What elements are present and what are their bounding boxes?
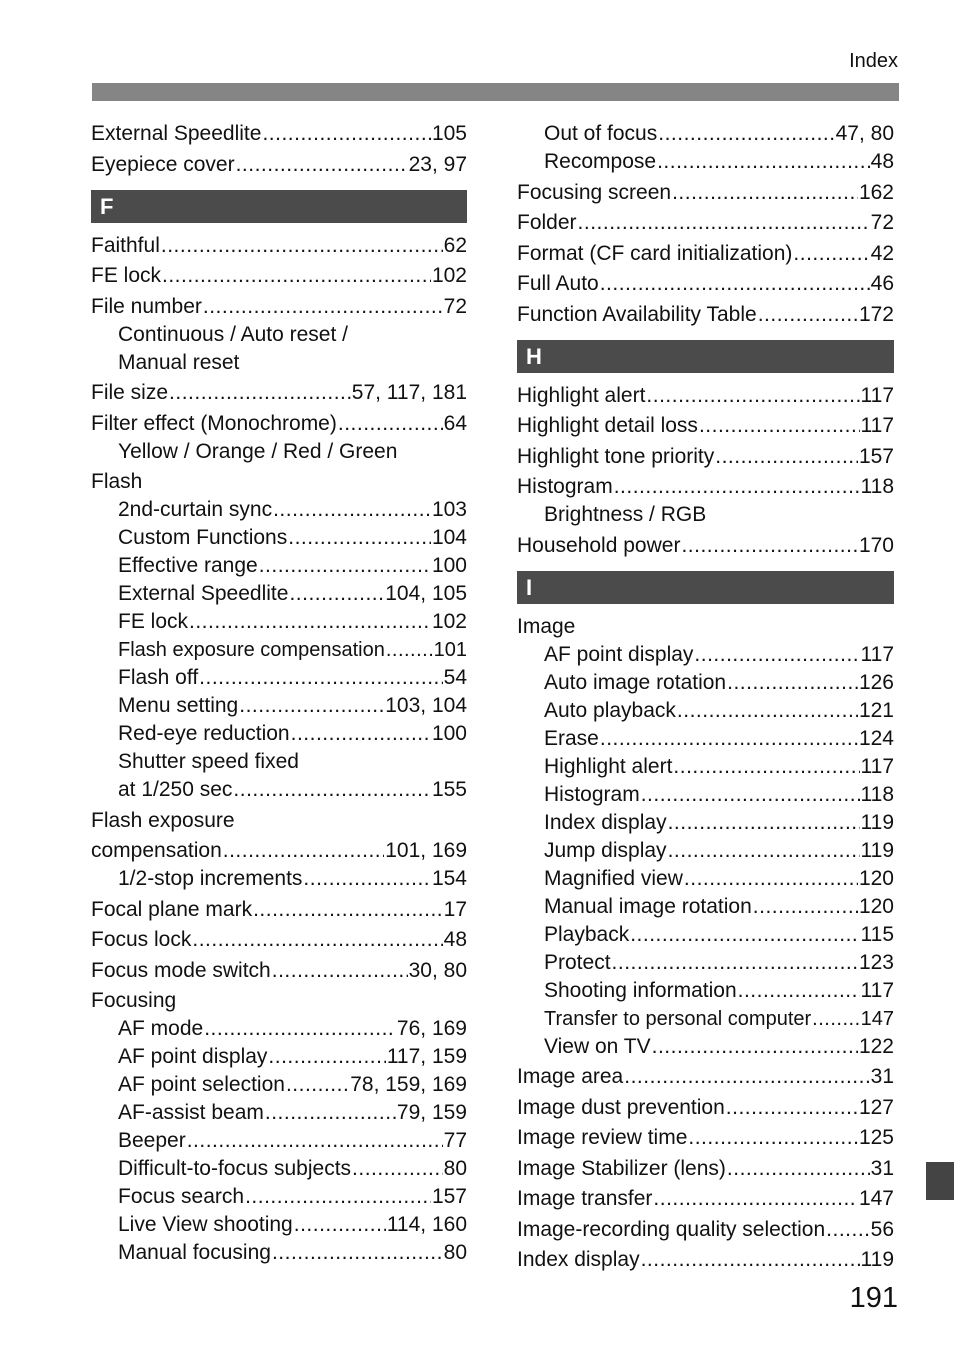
entry-label: Format (CF card initialization) [517, 241, 793, 265]
entry-label: 2nd-curtain sync [118, 498, 273, 521]
page-references: 104, 105 [385, 582, 467, 605]
index-subentry [91, 1099, 467, 1127]
entry-label: Eyepiece cover [91, 152, 235, 176]
page-references: 162 [858, 180, 894, 204]
entry-label: Transfer to personal computer [544, 1007, 812, 1030]
index-entry [517, 532, 894, 560]
index-entry [517, 1124, 894, 1152]
section-heading-i: I [517, 571, 894, 604]
index-subentry [517, 977, 894, 1005]
page-references: 115 [860, 922, 894, 946]
page-references: 114, 160 [386, 1213, 467, 1236]
index-entry [517, 209, 894, 237]
page-references: 157 [858, 444, 894, 468]
entry-label: Histogram [517, 475, 613, 498]
index-subentry [91, 865, 467, 893]
dot-leader [236, 151, 408, 179]
entry-label: FE lock [91, 264, 162, 287]
entry-label: Effective range [118, 554, 258, 577]
index-entry [91, 807, 467, 835]
page-references: 100 [431, 722, 467, 745]
page-references: 48 [870, 150, 894, 173]
page-references: 72 [870, 211, 894, 234]
entry-label: External Speedlite [118, 582, 289, 605]
index-subentry [91, 1183, 467, 1211]
index-subentry [91, 321, 467, 349]
dot-leader [259, 552, 431, 580]
entry-label: Difficult-to-focus subjects [118, 1157, 352, 1180]
entry-label: View on TV [544, 1034, 651, 1058]
entry-label: Protect [544, 950, 611, 974]
dot-leader [715, 443, 858, 471]
page-references: 46 [870, 272, 894, 295]
index-entry [517, 412, 894, 440]
dot-leader [265, 1099, 396, 1127]
page-references: 147 [858, 1187, 894, 1210]
index-subentry [91, 496, 467, 524]
dot-leader [668, 809, 860, 837]
entry-label: Histogram [544, 782, 640, 806]
page-references: 80 [443, 1157, 467, 1180]
page-references: 103 [431, 498, 467, 521]
page-references: 117 [860, 642, 894, 666]
index-subentry [517, 501, 894, 529]
index-subentry [517, 893, 894, 921]
entry-label: Jump display [544, 838, 667, 862]
page-references: 119 [860, 838, 894, 862]
index-entry [91, 151, 467, 179]
entry-label: Faithful [91, 233, 160, 257]
entry-label: Custom Functions [118, 526, 288, 549]
entry-label: Auto image rotation [544, 670, 727, 694]
index-entry [517, 1216, 894, 1244]
index-entry [91, 957, 467, 985]
dot-leader [753, 893, 858, 921]
entry-label: Flash [91, 470, 143, 493]
page-references: 124 [858, 726, 894, 750]
index-subentry [517, 1033, 894, 1061]
dot-leader [672, 179, 858, 207]
entry-label: Erase [544, 726, 599, 750]
dot-leader [826, 1216, 869, 1244]
index-subentry [517, 753, 894, 781]
entry-label: Image Stabilizer (lens) [517, 1156, 726, 1180]
entry-label: Focusing screen [517, 180, 672, 204]
index-entry [91, 120, 467, 148]
dot-leader [169, 379, 351, 407]
index-subentry [91, 720, 467, 748]
entry-label: AF point display [544, 642, 694, 666]
page-references: 170 [858, 533, 894, 557]
index-entry [517, 1063, 894, 1091]
dot-leader [268, 1043, 385, 1071]
dot-leader [624, 1063, 869, 1091]
page-references: 121 [858, 698, 894, 722]
index-subentry [91, 349, 467, 377]
page-references: 102 [431, 264, 467, 287]
page-references: 101 [433, 639, 467, 661]
page-references: 120 [858, 894, 894, 918]
dot-leader [203, 293, 443, 321]
index-subentry [517, 669, 894, 697]
index-entry [91, 896, 467, 924]
entry-label: Flash exposure compensation [118, 639, 385, 661]
header-rule [92, 83, 899, 101]
dot-leader [652, 1033, 858, 1061]
entry-label: Function Availability Table [517, 302, 757, 326]
page-references: 117 [860, 978, 894, 1002]
entry-label: Filter effect (Monochrome) [91, 411, 337, 435]
entry-label: Image review time [517, 1126, 688, 1149]
entry-label: Image-recording quality selection [517, 1217, 826, 1241]
entry-label: Manual focusing [118, 1241, 271, 1264]
index-column-right [517, 120, 894, 1274]
dot-leader [758, 301, 858, 329]
entry-label: Manual image rotation [544, 894, 752, 918]
index-entry [517, 1155, 894, 1183]
index-subentry [91, 1043, 467, 1071]
dot-leader [288, 524, 431, 552]
dot-leader [262, 120, 431, 148]
page-references: 23, 97 [408, 152, 467, 176]
entry-label: Highlight alert [544, 754, 673, 778]
index-subentry [91, 1211, 467, 1239]
index-subentry [91, 664, 467, 692]
page-references: 76, 169 [396, 1017, 467, 1040]
entry-label: Flash off [118, 666, 199, 689]
entry-label: Image [517, 614, 576, 638]
dot-leader [653, 1185, 858, 1213]
entry-label: Shooting information [544, 978, 737, 1002]
page-references: 172 [858, 302, 894, 326]
page-number: 191 [849, 1282, 898, 1314]
dot-leader [223, 837, 385, 865]
page-references: 157 [431, 1185, 467, 1208]
index-entry [517, 179, 894, 207]
page-references: 122 [858, 1034, 894, 1058]
dot-leader [289, 580, 384, 608]
page-references: 103, 104 [385, 694, 467, 717]
page-references: 57, 117, 181 [351, 381, 467, 404]
page-references: 117 [860, 383, 894, 407]
dot-leader [668, 837, 860, 865]
entry-label: Red-eye reduction [118, 722, 290, 745]
entry-label: Highlight detail loss [517, 414, 698, 437]
entry-label: Focus mode switch [91, 958, 271, 982]
page-references: 56 [870, 1217, 894, 1241]
section-heading-h: H [517, 340, 894, 373]
dot-leader [694, 641, 859, 669]
page-references: 100 [431, 554, 467, 577]
index-subentry [91, 552, 467, 580]
index-subentry [91, 1071, 467, 1099]
page-references: 155 [431, 778, 467, 801]
dot-leader [272, 957, 408, 985]
entry-label: File number [91, 294, 202, 318]
entry-label: Focusing [91, 989, 177, 1012]
page-references: 118 [860, 782, 894, 806]
page-references: 62 [443, 233, 467, 257]
entry-label: Image dust prevention [517, 1095, 725, 1119]
entry-label: Shutter speed fixed [118, 750, 299, 773]
entry-label: 1/2-stop increments [118, 867, 303, 890]
page-references: 17 [443, 897, 467, 921]
page-references: 125 [858, 1126, 894, 1149]
dot-leader [657, 148, 870, 176]
entry-label: Auto playback [544, 698, 676, 722]
entry-label: Brightness / RGB [544, 503, 707, 526]
index-entry [91, 837, 467, 865]
index-subentry [91, 438, 467, 466]
entry-label: Household power [517, 533, 681, 557]
dot-leader [726, 1094, 858, 1122]
dot-leader [727, 1155, 870, 1183]
dot-leader [673, 753, 859, 781]
page-references: 47, 80 [835, 122, 894, 145]
index-subentry [91, 608, 467, 636]
index-subentry [91, 580, 467, 608]
entry-label: Image area [517, 1065, 624, 1088]
index-entry [91, 379, 467, 407]
index-entry [517, 1094, 894, 1122]
dot-leader [161, 232, 443, 260]
dot-leader [600, 270, 870, 298]
dot-leader [233, 776, 431, 804]
page-references: 117 [860, 414, 894, 437]
index-entry [91, 410, 467, 438]
entry-label: FE lock [118, 610, 189, 633]
index-subentry [91, 524, 467, 552]
dot-leader [199, 664, 442, 692]
dot-leader [630, 921, 859, 949]
dot-leader [239, 692, 384, 720]
entry-label: Folder [517, 211, 577, 234]
index-entry [91, 232, 467, 260]
page-references: 54 [443, 666, 467, 689]
dot-leader [684, 865, 858, 893]
index-entry [517, 473, 894, 501]
index-entry [91, 987, 467, 1015]
index-subentry [91, 1015, 467, 1043]
dot-leader [688, 1124, 858, 1152]
entry-label: AF point selection [118, 1073, 285, 1096]
entry-label: AF point display [118, 1045, 268, 1068]
entry-label: Image transfer [517, 1187, 653, 1210]
entry-label: Focus search [118, 1185, 245, 1208]
index-subentry [517, 725, 894, 753]
page-references: 30, 80 [408, 958, 467, 982]
entry-label: Playback [544, 922, 630, 946]
dot-leader [386, 636, 433, 664]
entry-label: Beeper [118, 1129, 186, 1152]
dot-leader [189, 608, 431, 636]
index-subentry [517, 120, 894, 148]
dot-leader [614, 473, 860, 501]
index-subentry [517, 641, 894, 669]
index-entry [91, 926, 467, 954]
index-entry [91, 293, 467, 321]
index-subentry [517, 921, 894, 949]
index-subentry [517, 781, 894, 809]
entry-label: Out of focus [544, 122, 658, 145]
page-references: 147 [860, 1007, 894, 1030]
index-subentry [517, 837, 894, 865]
index-subentry [91, 748, 467, 776]
dot-leader [677, 697, 858, 725]
index-entry [91, 468, 467, 496]
dot-leader [162, 262, 431, 290]
entry-label: Menu setting [118, 694, 239, 717]
dot-leader [303, 865, 431, 893]
index-entry [517, 1185, 894, 1213]
dot-leader [253, 896, 443, 924]
page-references: 31 [870, 1065, 894, 1088]
index-subentry [91, 1127, 467, 1155]
page-references: 117, 159 [386, 1045, 467, 1068]
entry-label: Continuous / Auto reset / [118, 322, 348, 346]
page-references: 42 [870, 241, 894, 265]
entry-label: Magnified view [544, 866, 683, 890]
index-column-left [91, 120, 467, 1267]
page-references: 127 [858, 1095, 894, 1119]
index-subentry [517, 148, 894, 176]
entry-label: at 1/250 sec [118, 778, 233, 801]
index-entry [517, 382, 894, 410]
dot-leader [187, 1127, 443, 1155]
entry-label: AF-assist beam [118, 1101, 264, 1124]
entry-label: External Speedlite [91, 122, 262, 145]
page-references: 126 [858, 670, 894, 694]
entry-label: Highlight alert [517, 383, 646, 407]
index-subentry [91, 692, 467, 720]
dot-leader [578, 209, 870, 237]
dot-leader [204, 1015, 396, 1043]
page-references: 77 [443, 1129, 467, 1152]
entry-label: Live View shooting [118, 1213, 293, 1236]
dot-leader [294, 1211, 386, 1239]
dot-leader [738, 977, 860, 1005]
page-references: 105 [431, 122, 467, 145]
dot-leader [192, 926, 442, 954]
dot-leader [812, 1005, 859, 1033]
entry-label: Recompose [544, 150, 657, 173]
page-references: 123 [858, 950, 894, 974]
page-references: 120 [858, 866, 894, 890]
entry-label: compensation [91, 839, 222, 862]
dot-leader [793, 240, 869, 268]
page-references: 72 [443, 294, 467, 318]
running-header: Index [849, 50, 898, 72]
entry-label: Focal plane mark [91, 897, 253, 921]
entry-label: Index display [544, 810, 667, 834]
dot-leader [612, 949, 858, 977]
index-subentry [517, 949, 894, 977]
page-references: 64 [443, 411, 467, 435]
page-references: 102 [431, 610, 467, 633]
page-references: 119 [860, 1248, 894, 1271]
thumb-index-tab [926, 1162, 954, 1200]
entry-label: Manual reset [118, 350, 240, 374]
section-heading-f: F [91, 190, 467, 223]
page-references: 78, 159, 169 [350, 1073, 467, 1096]
page-references: 119 [860, 810, 894, 834]
dot-leader [600, 725, 858, 753]
entry-label: File size [91, 381, 169, 404]
dot-leader [658, 120, 834, 148]
page-references: 117 [860, 754, 894, 778]
dot-leader [245, 1183, 431, 1211]
index-subentry [91, 776, 467, 804]
entry-label: Focus lock [91, 928, 192, 951]
dot-leader [727, 669, 858, 697]
index-subentry [91, 1239, 467, 1267]
dot-leader [641, 781, 860, 809]
dot-leader [352, 1155, 443, 1183]
dot-leader [338, 410, 443, 438]
index-entry [517, 443, 894, 471]
index-subentry [91, 636, 467, 664]
page-references: 154 [431, 867, 467, 890]
page-references: 101, 169 [385, 839, 467, 862]
page-references: 118 [860, 475, 894, 498]
index-subentry [91, 1155, 467, 1183]
entry-label: Index display [517, 1248, 640, 1271]
page-references: 79, 159 [396, 1101, 467, 1124]
index-subentry [517, 1005, 894, 1033]
index-subentry [517, 697, 894, 725]
page-references: 48 [443, 928, 467, 951]
entry-label: Full Auto [517, 272, 599, 295]
dot-leader [646, 382, 859, 410]
index-subentry [517, 809, 894, 837]
entry-label: AF mode [118, 1017, 204, 1040]
index-entry [517, 613, 894, 641]
dot-leader [641, 1246, 860, 1274]
dot-leader [681, 532, 858, 560]
dot-leader [699, 412, 860, 440]
index-subentry [517, 865, 894, 893]
page-references: 104 [431, 526, 467, 549]
index-entry [517, 1246, 894, 1274]
page-references: 31 [870, 1156, 894, 1180]
index-entry [517, 270, 894, 298]
entry-label: Flash exposure [91, 808, 235, 832]
dot-leader [273, 496, 431, 524]
page-references: 80 [443, 1241, 467, 1264]
index-entry [517, 301, 894, 329]
entry-label: Highlight tone priority [517, 444, 715, 468]
entry-label: Yellow / Orange / Red / Green [118, 439, 398, 463]
dot-leader [286, 1071, 349, 1099]
index-entry [517, 240, 894, 268]
index-entry [91, 262, 467, 290]
dot-leader [291, 720, 431, 748]
dot-leader [272, 1239, 443, 1267]
